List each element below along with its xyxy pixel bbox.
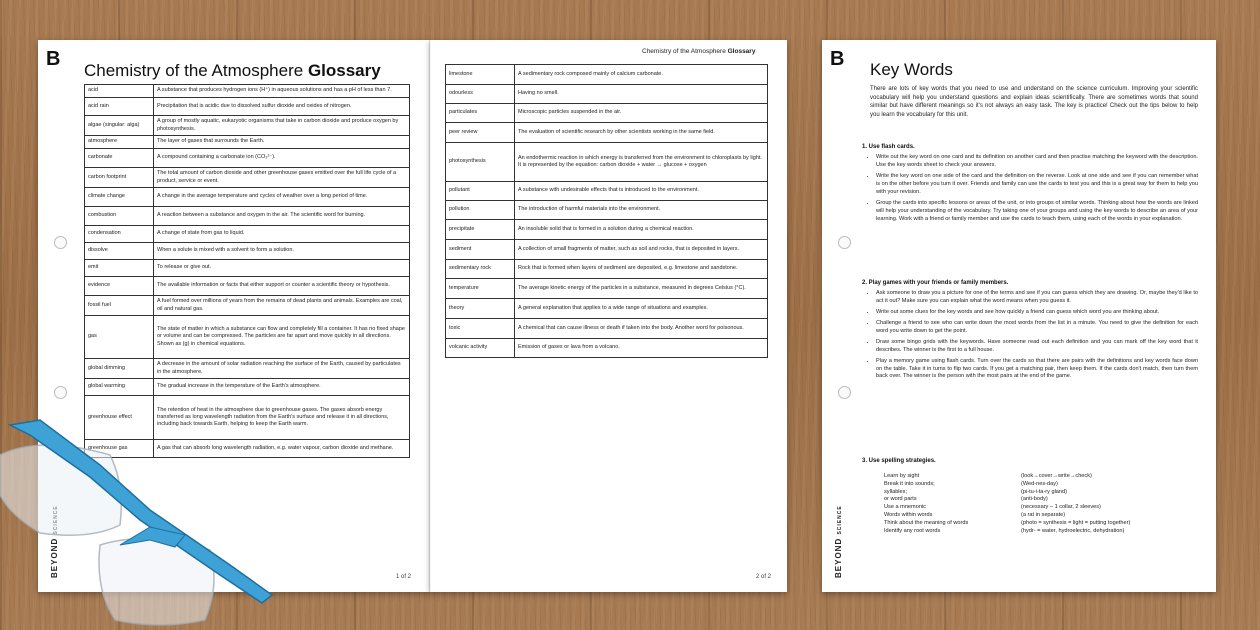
glossary-term: theory bbox=[446, 299, 515, 319]
glossary-definition: A sedimentary rock composed mainly of calcium carbonate. bbox=[515, 65, 768, 85]
strategy-name: Use a mnemonic bbox=[884, 504, 926, 511]
glossary-definition: A fuel formed over millions of years from the remains of dead plants and animals. Examples are coal, oil and natural gas. bbox=[154, 296, 410, 316]
glossary-row bbox=[85, 260, 410, 277]
glossary-term: combustion bbox=[85, 207, 154, 226]
glossary-definition: An endothermic reaction in which energy is transferred from the environment to chloroplasts by light. It is represented by the equation: carbon dioxide + water → glucose + oxygen bbox=[515, 143, 768, 182]
glossary-row bbox=[85, 226, 410, 243]
glossary-row bbox=[446, 279, 768, 299]
glossary-definition: A substance that produces hydrogen ions (H⁺) in aqueous solutions and has a pH of less than 7. bbox=[154, 85, 410, 98]
glossary-row bbox=[85, 116, 410, 136]
tip-item: • Write out some clues for the key words and see how quickly a friend can guess which word you are thinking about. bbox=[876, 309, 1198, 317]
glossary-row bbox=[446, 123, 768, 143]
glossary-term: odourless bbox=[446, 85, 515, 104]
spelling-row bbox=[884, 504, 1184, 512]
key-words-page bbox=[822, 40, 1216, 592]
page-title: Key Words bbox=[870, 60, 953, 79]
glossary-definition: A decrease in the amount of solar radiation reaching the surface of the Earth, caused by particulates in the atmosphere. bbox=[154, 359, 410, 379]
strategy-name: Break it into sounds; bbox=[884, 480, 935, 487]
glossary-term: atmosphere bbox=[85, 136, 154, 149]
glossary-definition: A group of mostly aquatic, eukaryotic organisms that take in carbon dioxide and produce oxygen by photosynthesis. bbox=[154, 116, 410, 136]
running-head: Chemistry of the Atmosphere Glossary bbox=[642, 48, 756, 55]
glossary-term: sedimentary rock bbox=[446, 260, 515, 279]
tip-item: • Ask someone to draw you a picture for one of the terms and see if you can guess which they are drawing. Or, maybe they'd like to act it out? Make sure you can explain what the word means when you guess it. bbox=[876, 290, 1198, 306]
strategy-name: Words within words bbox=[884, 512, 933, 519]
beyond-logo-icon: B bbox=[830, 48, 845, 70]
glossary-term: gas bbox=[85, 316, 154, 359]
glossary-row bbox=[85, 379, 410, 396]
glossary-term: pollutant bbox=[446, 182, 515, 201]
tips-section-flash-cards bbox=[862, 144, 1198, 227]
glossary-definition: A substance with undesirable effects that is introduced to the environment. bbox=[515, 182, 768, 201]
glossary-definition: A collection of small fragments of matter, such as soil and rocks, that is deposited in layers. bbox=[515, 240, 768, 260]
glossary-table bbox=[445, 64, 768, 358]
glossary-term: sediment bbox=[446, 240, 515, 260]
beyond-logo-icon: B bbox=[46, 48, 61, 70]
glossary-row bbox=[446, 339, 768, 358]
glossary-row bbox=[446, 240, 768, 260]
glossary-definition: A change of state from gas to liquid. bbox=[154, 226, 410, 243]
glossary-term: carbon footprint bbox=[85, 168, 154, 188]
tip-item: • Challenge a friend to see who can write down the most words from the list in a minute. You need to give the definition for each word you write down to get the point. bbox=[876, 320, 1198, 336]
glossary-row bbox=[446, 85, 768, 104]
section-heading: 1. Use flash cards. bbox=[862, 144, 915, 150]
spelling-row bbox=[884, 520, 1184, 528]
strategy-name: syllables; bbox=[884, 488, 908, 495]
glossary-row bbox=[85, 149, 410, 168]
tips-section-spelling bbox=[862, 458, 1198, 464]
punch-hole bbox=[838, 386, 851, 399]
glossary-term: climate change bbox=[85, 188, 154, 207]
glossary-term: limestone bbox=[446, 65, 515, 85]
spelling-strategies-list bbox=[884, 473, 1184, 536]
glossary-definition: A reaction between a substance and oxygen in the air. The scientific word for burning. bbox=[154, 207, 410, 226]
strategy-example: (photo = synthesis = light = putting together) bbox=[1021, 519, 1131, 526]
strategy-name: or word parts bbox=[884, 496, 917, 503]
strategy-name: Learn by sight bbox=[884, 473, 920, 479]
spelling-row bbox=[884, 489, 1184, 497]
glossary-definition: When a solute is mixed with a solvent to form a solution. bbox=[154, 243, 410, 260]
glossary-definition: The average kinetic energy of the particles in a substance, measured in degrees Celsius (°C). bbox=[515, 279, 768, 299]
glossary-term: algae (singular: alga) bbox=[85, 116, 154, 136]
section-heading: 2. Play games with your friends or family members. bbox=[862, 280, 1009, 286]
glossary-definition: Microscopic particles suspended in the air. bbox=[515, 104, 768, 123]
glossary-definition: A gas that can absorb long wavelength radiation, e.g. water vapour, carbon dioxide and methane. bbox=[154, 440, 410, 458]
glossary-term: global dimming bbox=[85, 359, 154, 379]
page-title: Chemistry of the Atmosphere Glossary bbox=[84, 61, 381, 80]
glossary-term: particulates bbox=[446, 104, 515, 123]
glossary-row bbox=[446, 201, 768, 220]
glossary-row bbox=[85, 168, 410, 188]
glossary-row bbox=[85, 188, 410, 207]
safety-glasses-icon bbox=[0, 415, 290, 630]
tip-item: • Write out the key word on one card and its definition on another card and then practise matching the keyword with the description. Use the key words sheet to check your answers. bbox=[876, 154, 1198, 170]
glossary-term: precipitate bbox=[446, 220, 515, 240]
glossary-definition: The retention of heat in the atmosphere due to greenhouse gases. The gases absorb energy transferred as long wavelength radiation from the Earth's surface and release it in all directions, including back towards Earth, helping to keep the Earth warm. bbox=[154, 396, 410, 440]
tips-section-games bbox=[862, 280, 1198, 384]
page-fold bbox=[429, 40, 431, 592]
glossary-row bbox=[446, 220, 768, 240]
glossary-term: temperature bbox=[446, 279, 515, 299]
glossary-term: acid bbox=[85, 85, 154, 98]
glossary-row bbox=[446, 104, 768, 123]
glossary-definition: An insoluble solid that is formed in a solution during a chemical reaction. bbox=[515, 220, 768, 240]
punch-hole bbox=[838, 236, 851, 249]
glossary-definition: A chemical that can cause illness or death if taken into the body. Another word for poisonous. bbox=[515, 319, 768, 339]
strategy-example: (Wed-nes-day) bbox=[1021, 480, 1058, 487]
glossary-term: toxic bbox=[446, 319, 515, 339]
glossary-term: fossil fuel bbox=[85, 296, 154, 316]
punch-hole bbox=[54, 236, 67, 249]
glossary-row bbox=[85, 85, 410, 98]
glossary-row bbox=[446, 260, 768, 279]
glossary-term: condensation bbox=[85, 226, 154, 243]
section-heading: 3. Use spelling strategies. bbox=[862, 458, 936, 464]
glossary-row bbox=[85, 359, 410, 379]
strategy-name: Identify any root words bbox=[884, 527, 941, 534]
glossary-term: peer review bbox=[446, 123, 515, 143]
strategy-example: (necessary – 1 collar, 2 sleeves) bbox=[1021, 504, 1101, 511]
glossary-row bbox=[85, 316, 410, 359]
glossary-row bbox=[85, 207, 410, 226]
glossary-term: carbonate bbox=[85, 149, 154, 168]
tip-item: • Play a memory game using flash cards. Turn over the cards so that there are pairs with the definitions and key words face down on the table. Take it in turns to flip two cards. If you get a matching pair, then keep them. If the cards don't match, then turn them back over. The winner is the person with the most pairs at the end of the game. bbox=[876, 358, 1198, 382]
tip-item: • Group the cards into specific lessons or areas of the unit, or into groups of similar words. Thinking about how the words are linked will help your understanding of the vocabulary. Try taking one of your groups and using the key words to describe an area of your learning. Work with a friend or family member and use the cards to teach them, using each of the words in your explanation. bbox=[876, 200, 1198, 224]
glossary-definition: Emission of gases or lava from a volcano. bbox=[515, 339, 768, 358]
glossary-table bbox=[84, 84, 410, 458]
glossary-term: volcanic activity bbox=[446, 339, 515, 358]
glossary-definition: The gradual increase in the temperature of the Earth's atmosphere. bbox=[154, 379, 410, 396]
glossary-row bbox=[85, 98, 410, 116]
spelling-row bbox=[884, 528, 1184, 536]
glossary-definition: The introduction of harmful materials into the environment. bbox=[515, 201, 768, 220]
strategy-name: Think about the meaning of words bbox=[884, 519, 969, 526]
glossary-row bbox=[85, 277, 410, 296]
glossary-definition: To release or give out. bbox=[154, 260, 410, 277]
strategy-example: (hydr- = water, hydroelectric, dehydration) bbox=[1021, 527, 1125, 534]
glossary-term: emit bbox=[85, 260, 154, 277]
spelling-row bbox=[884, 512, 1184, 520]
glossary-row bbox=[85, 296, 410, 316]
glossary-row bbox=[85, 243, 410, 260]
intro-paragraph: There are lots of key words that you need to use and understand on the science curriculum. Improving your scientific vocabulary will help you understand questions and explain ideas scientifically. There are sometimes words that sound similar but have different meanings so it's not always an easy task. The key is practice! Check out the tips below to help you learn the vocabulary for this unit. bbox=[870, 86, 1198, 119]
glossary-row bbox=[446, 65, 768, 85]
glossary-definition: The available information or facts that either support or counter a scientific theory or hypothesis. bbox=[154, 277, 410, 296]
page-number: 1 of 2 bbox=[396, 574, 412, 580]
glossary-row bbox=[446, 319, 768, 339]
spelling-row bbox=[884, 481, 1184, 489]
glossary-term: greenhouse effect bbox=[85, 396, 154, 440]
strategy-example: (look→cover→write→check) bbox=[1021, 473, 1092, 479]
glossary-row bbox=[85, 136, 410, 149]
glossary-term: pollution bbox=[446, 201, 515, 220]
glossary-term: dissolve bbox=[85, 243, 154, 260]
glossary-term: acid rain bbox=[85, 98, 154, 116]
glossary-definition: The total amount of carbon dioxide and other greenhouse gases emitted over the full life cycle of a product, service or event. bbox=[154, 168, 410, 188]
glossary-definition: Rock that is formed when layers of sediment are deposited, e.g. limestone and sandstone. bbox=[515, 260, 768, 279]
page-number: 2 of 2 bbox=[756, 574, 772, 580]
glossary-definition: The state of matter in which a substance can flow and completely fill a container. It has no fixed shape or volume and can be compressed. The particles are far apart and move quickly in all directions. Shown as (g) in chemical equations. bbox=[154, 316, 410, 359]
glossary-term: evidence bbox=[85, 277, 154, 296]
brand-label: BEYOND bbox=[50, 537, 59, 578]
glossary-definition: The layer of gases that surrounds the Earth. bbox=[154, 136, 410, 149]
glossary-definition: A general explanation that applies to a wide range of situations and examples. bbox=[515, 299, 768, 319]
strategy-example: (pi-tu-i-ta-ry gland) bbox=[1021, 488, 1068, 495]
glossary-definition: A change in the average temperature and cycles of weather over a long period of time. bbox=[154, 188, 410, 207]
glossary-definition: Having no smell. bbox=[515, 85, 768, 104]
glossary-definition: The evaluation of scientific research by other scientists working in the same field. bbox=[515, 123, 768, 143]
glossary-row bbox=[446, 143, 768, 182]
glossary-term: photosynthesis bbox=[446, 143, 515, 182]
brand-label: BEYOND SCIENCE bbox=[834, 505, 843, 578]
tip-item: • Draw some bingo grids with the keywords. Have someone read out each definition and you can mark off the key word that it describes. The winner is the first to a full house. bbox=[876, 339, 1198, 355]
tip-item: • Write the key word on one side of the card and the definition on the reverse. Look at one side and see if you can remember what is on the other before you turn it over. Friends and family can use the cards to test you and this is a great way for them to help you with your revision. bbox=[876, 173, 1198, 197]
glossary-page-2 bbox=[430, 40, 787, 592]
glossary-row bbox=[446, 299, 768, 319]
strategy-example: (a rat in separate) bbox=[1021, 512, 1066, 519]
strategy-example: (anti-body) bbox=[1021, 496, 1048, 503]
glossary-definition: A compound containing a carbonate ion (CO₃²⁻). bbox=[154, 149, 410, 168]
glossary-definition: Precipitation that is acidic due to dissolved sulfur dioxide and oxides of nitrogen. bbox=[154, 98, 410, 116]
glossary-row bbox=[446, 182, 768, 201]
spelling-row bbox=[884, 496, 1184, 504]
punch-hole bbox=[54, 386, 67, 399]
glossary-term: greenhouse gas bbox=[85, 440, 154, 458]
spelling-row bbox=[884, 473, 1184, 481]
glossary-term: global warming bbox=[85, 379, 154, 396]
